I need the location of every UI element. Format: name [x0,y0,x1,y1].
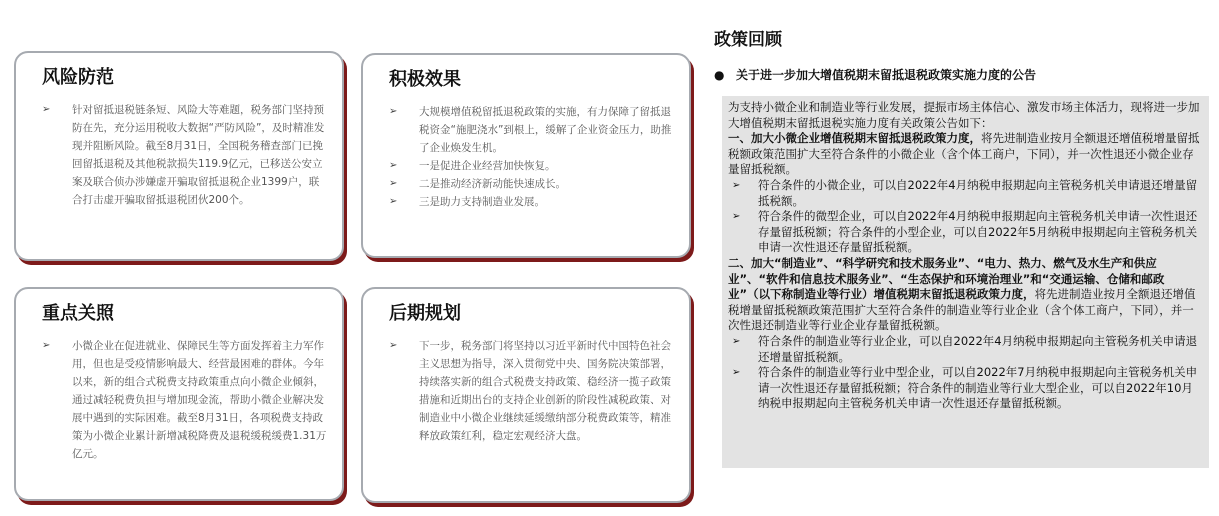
card-list [389,337,675,445]
list-item [389,193,675,211]
list-item-text: 三是助力支持制造业发展。 [419,196,545,208]
card-title: 重点关照 [42,303,114,324]
list-item [389,175,675,193]
policy-announcement-title [714,66,1204,83]
card-title: 积极效果 [389,69,461,90]
card-list [42,101,328,209]
list-item-text: 针对留抵退税链条短、风险大等难题，税务部门坚持预防在先，充分运用税收大数据“严防风险”，及时精准发现并阻断风险。截至8月31日，全国税务稽查部门已挽回留抵退税及其他税款损失119.9亿元，已移送公安立案及联合侦办涉嫌虚开骗取留抵退税企业1399户，联合打击虚开骗取留抵退税团伙200个。 [72,104,325,206]
arrow-bullet-icon: ➢ [732,335,741,347]
policy-section-2 [728,256,1201,334]
card-title: 风险防范 [42,67,114,88]
list-item-text: 大规模增值税留抵退税政策的实施，有力保障了留抵退税资金“施肥浇水”到根上，缓解了企业资金压力，助推了企业焕发生机。 [419,106,672,154]
arrow-bullet-icon: ➢ [389,178,398,189]
card-title: 后期规划 [389,303,461,324]
policy-review-heading: 政策回顾 [714,30,782,50]
list-item-text: 二是推动经济新动能快速成长。 [419,178,566,190]
policy-section-1-text: 将先进制造业按月全额退还增值税增量留抵税额政策范围扩大至符合条件的小微企业（含个体工商户，下同），并一次性退还小微企业存量留抵税额。 [728,131,1200,177]
policy-announcement-text: 关于进一步加大增值税期末留抵退税政策实施力度的公告 [736,68,1037,82]
card-key-attention [14,287,344,501]
list-item-text: 一是促进企业经营加快恢复。 [419,160,556,172]
arrow-bullet-icon: ➢ [42,104,51,115]
arrow-bullet-icon: ➢ [389,106,398,117]
list-item [389,157,675,175]
list-item [42,337,328,463]
arrow-bullet-icon: ➢ [732,367,741,379]
dot-bullet-icon: ● [714,68,725,82]
card-list [389,103,675,211]
arrow-bullet-icon: ➢ [389,160,398,171]
policy-section-2-heading: 二、加大“制造业”、“科学研究和技术服务业”、“电力、热力、燃气及水生产和供应业”、“软件和信息技术服务业”、“生态保护和环境治理业”和“交通运输、仓储和邮政业”（以下称制造业等行业）增值税期末留抵退税政策力度， [728,255,1165,302]
list-item-text: 小微企业在促进就业、保障民生等方面发挥着主力军作用，但也是受疫情影响最大、经营最困难的群体。今年以来，新的组合式税费支持政策重点向小微企业倾斜，通过减轻税费负担与增加现金流，帮助小微企业解决发展中遇到的实际困难。截至8月31日，各项税费支持政策为小微企业累计新增减税降费及退税缓税缓费1.31万亿元。 [72,340,327,460]
card-future-plan [361,287,691,503]
arrow-bullet-icon: ➢ [42,340,51,351]
list-item [389,103,675,157]
policy-sub-item [728,334,1201,365]
card-risk-prevention [14,51,344,261]
card-positive-effects [361,53,691,258]
policy-section-1-heading: 一、加大小微企业增值税期末留抵退税政策力度， [728,131,981,146]
policy-sub-item-text: 符合条件的微型企业，可以自2022年4月纳税申报期起向主管税务机关申请一次性退还存量留抵税额；符合条件的小型企业，可以自2022年5月纳税申报期起向主管税务机关申请一次性退还存量留抵税额。 [758,209,1198,255]
card-list [42,337,328,463]
policy-sub-item-text: 符合条件的小微企业，可以自2022年4月纳税申报期起向主管税务机关申请退还增量留抵税额。 [758,177,1198,208]
arrow-bullet-icon: ➢ [389,340,398,351]
policy-sub-item [728,365,1201,412]
list-item-text: 下一步，税务部门将坚持以习近平新时代中国特色社会主义思想为指导，深入贯彻党中央、国务院决策部署，持续落实新的组合式税费支持政策、稳经济一揽子政策措施和近期出台的支持企业创新的阶段性减税政策、对制造业中小微企业继续延缓缴纳部分税费政策等，精准释放政策红利，稳定宏观经济大盘。 [419,340,671,442]
arrow-bullet-icon: ➢ [389,196,398,207]
policy-sub-item-text: 符合条件的制造业等行业企业，可以自2022年4月纳税申报期起向主管税务机关申请退还增量留抵税额。 [758,333,1198,364]
policy-section-1 [728,131,1201,178]
list-item [389,337,675,445]
arrow-bullet-icon: ➢ [732,179,741,191]
policy-text-box [722,96,1209,468]
policy-intro: 为支持小微企业和制造业等行业发展，提振市场主体信心、激发市场主体活力，现将进一步加大增值税期末留抵退税实施力度有关政策公告如下： [728,100,1200,130]
policy-section-2-text: 将先进制造业按月全额退还增值税增量留抵税额政策范围扩大至符合条件的制造业等行业企业（含个体工商户，下同），并一次性退还制造业等行业企业存量留抵税额。 [728,287,1196,333]
list-item [42,101,328,209]
arrow-bullet-icon: ➢ [732,211,741,223]
policy-sub-item [728,178,1201,209]
policy-sub-item-text: 符合条件的制造业等行业中型企业，可以自2022年7月纳税申报期起向主管税务机关申请一次性退还存量留抵税额；符合条件的制造业等行业大型企业，可以自2022年10月纳税申报期起向主管税务机关申请一次性退还存量留抵税额。 [758,365,1198,411]
policy-sub-item [728,209,1201,256]
